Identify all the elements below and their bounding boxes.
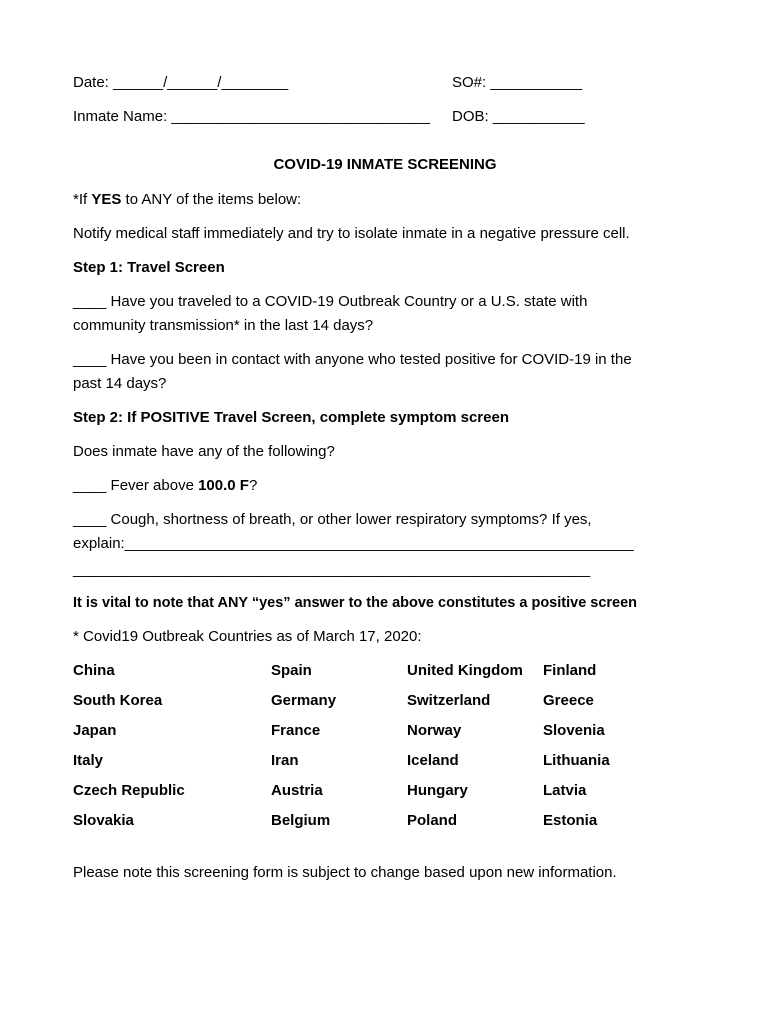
countries-column-3 xyxy=(407,661,523,841)
step2-heading: Step 2: If POSITIVE Travel Screen, complete symptom screen xyxy=(73,409,509,426)
fever-threshold: 100.0 F xyxy=(198,477,249,494)
country-item: Switzerland xyxy=(407,692,491,709)
country-item: Italy xyxy=(73,752,104,769)
country-item: United Kingdom xyxy=(407,662,523,679)
dob-field[interactable]: DOB: ___________ xyxy=(452,108,585,125)
countries-column-2 xyxy=(271,661,336,841)
notify-instruction: Notify medical staff immediately and try to isolate inmate in a negative pressure cell. xyxy=(73,225,630,242)
fever-question[interactable] xyxy=(73,476,257,496)
country-item: South Korea xyxy=(73,692,163,709)
country-item: China xyxy=(73,662,115,679)
if-yes-prefix: *If xyxy=(73,191,92,208)
inmate-name-field[interactable]: Inmate Name: _______________________________ xyxy=(73,108,430,125)
if-yes-instruction xyxy=(73,190,301,210)
country-item: Belgium xyxy=(271,812,331,829)
country-item: France xyxy=(271,722,321,739)
country-item: Finland xyxy=(543,662,597,679)
countries-column-4 xyxy=(543,661,610,841)
explain-field-line1[interactable]: explain:_____________________________________________________________ xyxy=(73,535,634,552)
cough-question-line1[interactable]: ____ Cough, shortness of breath, or other lower respiratory symptoms? If yes, xyxy=(73,511,592,528)
symptom-question: Does inmate have any of the following? xyxy=(73,443,335,460)
country-item: Iran xyxy=(271,752,299,769)
country-item: Slovenia xyxy=(543,722,605,739)
country-item: Greece xyxy=(543,692,594,709)
countries-heading: * Covid19 Outbreak Countries as of March 17, 2020: xyxy=(73,628,422,645)
country-item: Hungary xyxy=(407,782,468,799)
if-yes-emphasis: YES xyxy=(91,191,122,208)
country-item: Spain xyxy=(271,662,312,679)
step1-heading: Step 1: Travel Screen xyxy=(73,259,225,276)
fever-suffix: ? xyxy=(248,477,258,494)
country-item: Germany xyxy=(271,692,337,709)
travel-question-line1[interactable]: ____ Have you traveled to a COVID-19 Outbreak Country or a U.S. state with xyxy=(73,293,588,310)
country-item: Iceland xyxy=(407,752,459,769)
country-item: Poland xyxy=(407,812,458,829)
date-field[interactable]: Date: ______/______/________ xyxy=(73,74,289,91)
country-item: Estonia xyxy=(543,812,598,829)
fever-prefix: ____ Fever above xyxy=(73,477,199,494)
so-number-field[interactable]: SO#: ___________ xyxy=(452,74,583,91)
country-item: Austria xyxy=(271,782,323,799)
countries-column-1 xyxy=(73,661,185,841)
contact-question-line1[interactable]: ____ Have you been in contact with anyone who tested positive for COVID-19 in the xyxy=(73,351,632,368)
vital-note: It is vital to note that ANY “yes” answer to the above constitutes a positive screen xyxy=(73,595,638,611)
travel-question-line2: community transmission* in the last 14 days? xyxy=(73,317,374,334)
country-item: Lithuania xyxy=(543,752,610,769)
country-item: Norway xyxy=(407,722,462,739)
if-yes-suffix: to ANY of the items below: xyxy=(121,191,302,208)
explain-field-line2[interactable]: ______________________________________________________________ xyxy=(73,561,591,578)
country-item: Latvia xyxy=(543,782,587,799)
form-title: COVID-19 INMATE SCREENING xyxy=(273,156,497,173)
country-item: Japan xyxy=(73,722,117,739)
country-item: Slovakia xyxy=(73,812,134,829)
contact-question-line2: past 14 days? xyxy=(73,375,167,392)
country-item: Czech Republic xyxy=(73,782,185,799)
footer-note: Please note this screening form is subject to change based upon new information. xyxy=(73,864,617,881)
